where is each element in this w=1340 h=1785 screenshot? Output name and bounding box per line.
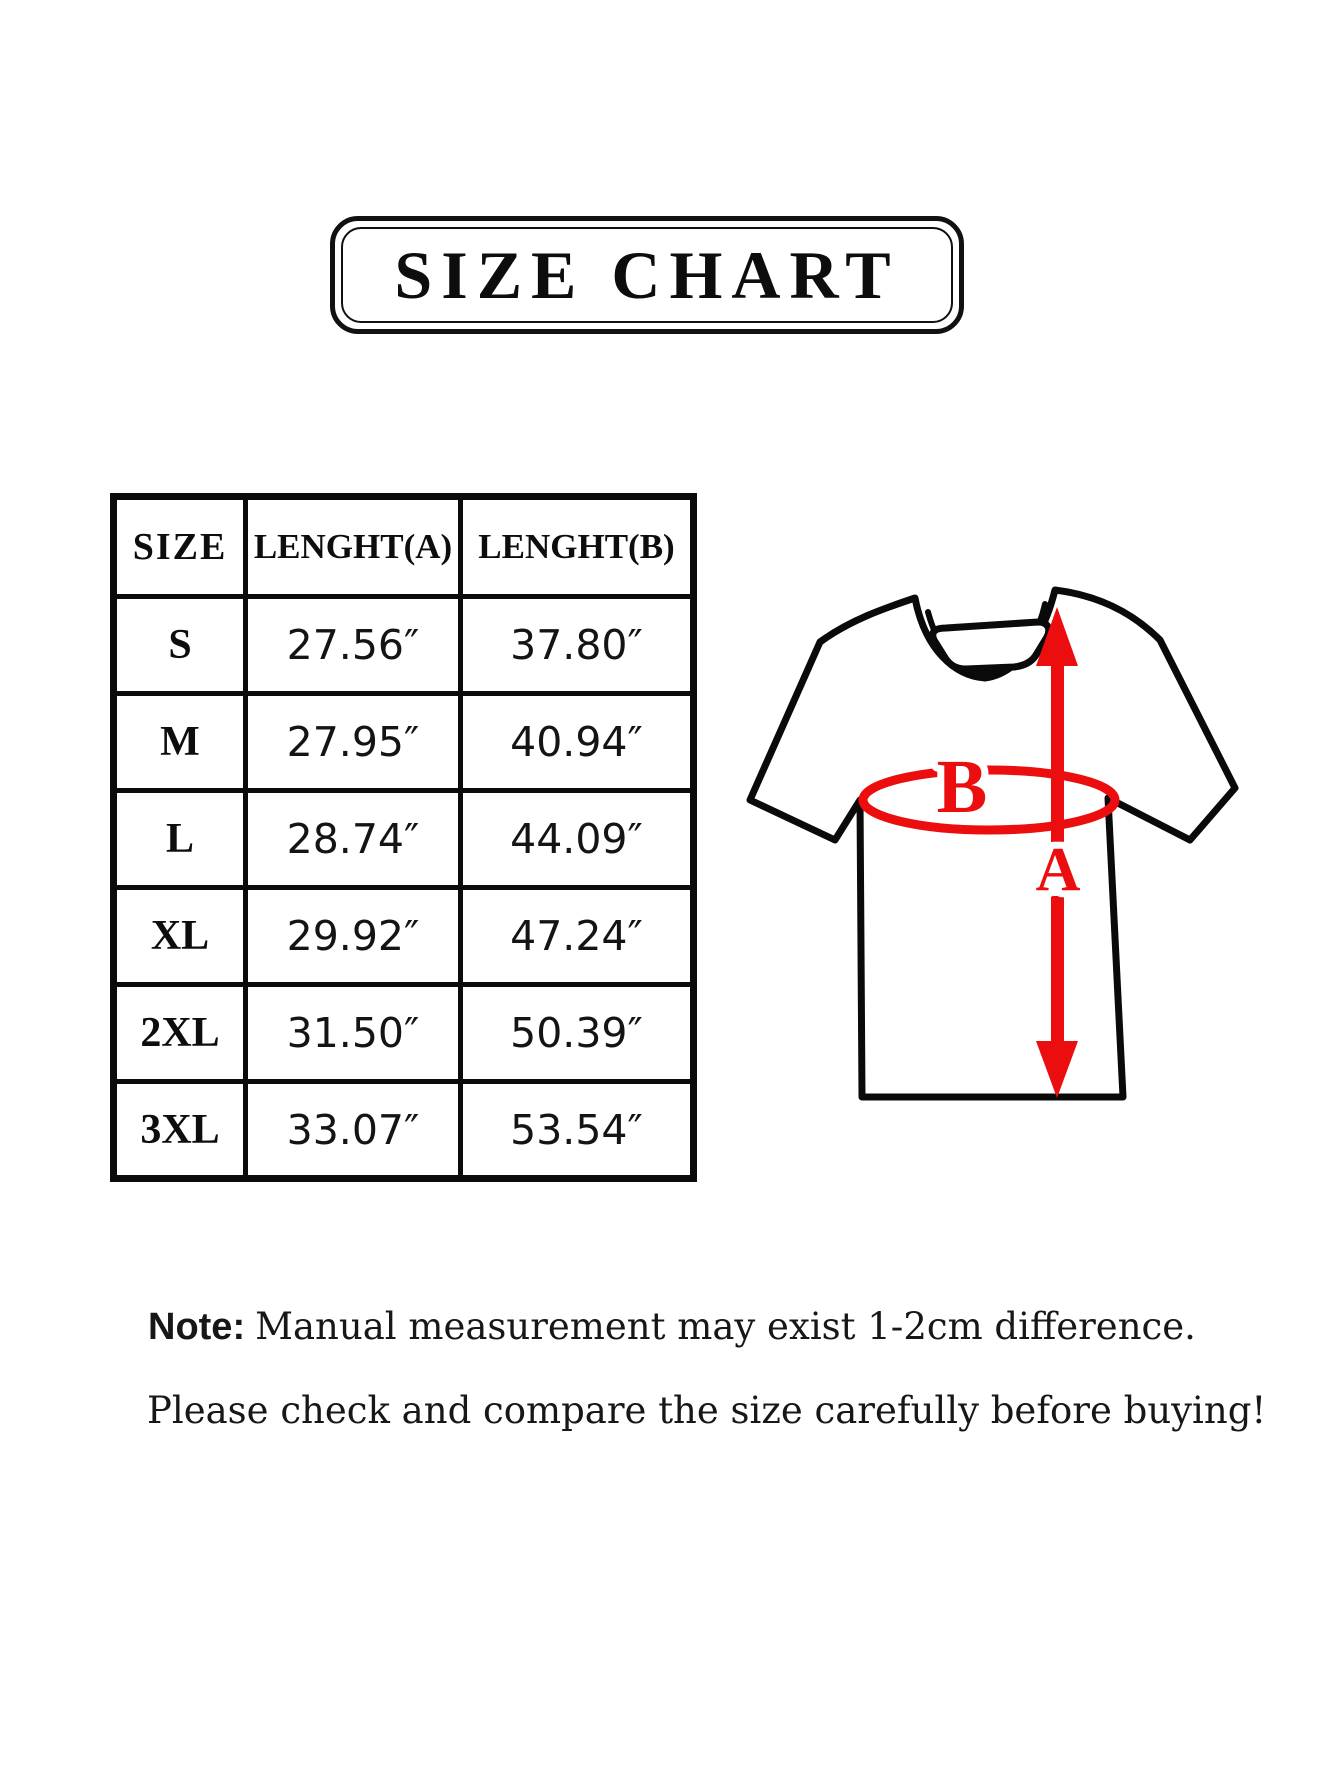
- label-b: B: [936, 745, 988, 829]
- table-row: [114, 985, 694, 1082]
- cell-length-a: 27.95″: [246, 694, 461, 791]
- size-table: [110, 493, 697, 1182]
- length-arrow-shaft-upper: [1051, 660, 1064, 845]
- cell-size: 2XL: [114, 985, 246, 1082]
- title-box: [330, 216, 964, 334]
- note-line-1: [148, 1305, 1196, 1349]
- col-header-length-b: LENGHT(B): [461, 497, 694, 597]
- col-header-length-a: LENGHT(A): [246, 497, 461, 597]
- table-row: [114, 791, 694, 888]
- note-prefix: Note:: [148, 1306, 246, 1348]
- table-row: [114, 597, 694, 694]
- cell-length-b: 50.39″: [461, 985, 694, 1082]
- cell-length-b: 44.09″: [461, 791, 694, 888]
- cell-size: S: [114, 597, 246, 694]
- length-arrow-shaft-lower: [1051, 896, 1064, 1046]
- collar-opening: [933, 622, 1049, 669]
- table-row: [114, 694, 694, 791]
- table-row: [114, 888, 694, 985]
- cell-length-a: 27.56″: [246, 597, 461, 694]
- cell-size: L: [114, 791, 246, 888]
- cell-length-b: 37.80″: [461, 597, 694, 694]
- note-line-2: Please check and compare the size carefully before buying!: [147, 1389, 1267, 1432]
- cell-length-a: 31.50″: [246, 985, 461, 1082]
- table-row: [114, 1082, 694, 1179]
- cell-length-b: 40.94″: [461, 694, 694, 791]
- cell-length-b: 53.54″: [461, 1082, 694, 1179]
- cell-length-a: 28.74″: [246, 791, 461, 888]
- col-header-size: SIZE: [114, 497, 246, 597]
- cell-size: 3XL: [114, 1082, 246, 1179]
- label-a: A: [1035, 836, 1081, 904]
- page-title: SIZE CHART: [394, 236, 900, 313]
- table-header-row: [114, 497, 694, 597]
- cell-size: XL: [114, 888, 246, 985]
- cell-size: M: [114, 694, 246, 791]
- title-inner-border: [341, 227, 953, 323]
- cell-length-b: 47.24″: [461, 888, 694, 985]
- cell-length-a: 29.92″: [246, 888, 461, 985]
- note-line-1-text: Manual measurement may exist 1-2cm difference.: [255, 1305, 1196, 1348]
- cell-length-a: 33.07″: [246, 1082, 461, 1179]
- tshirt-diagram: [700, 520, 1280, 1120]
- tshirt-illustration: [700, 520, 1280, 1120]
